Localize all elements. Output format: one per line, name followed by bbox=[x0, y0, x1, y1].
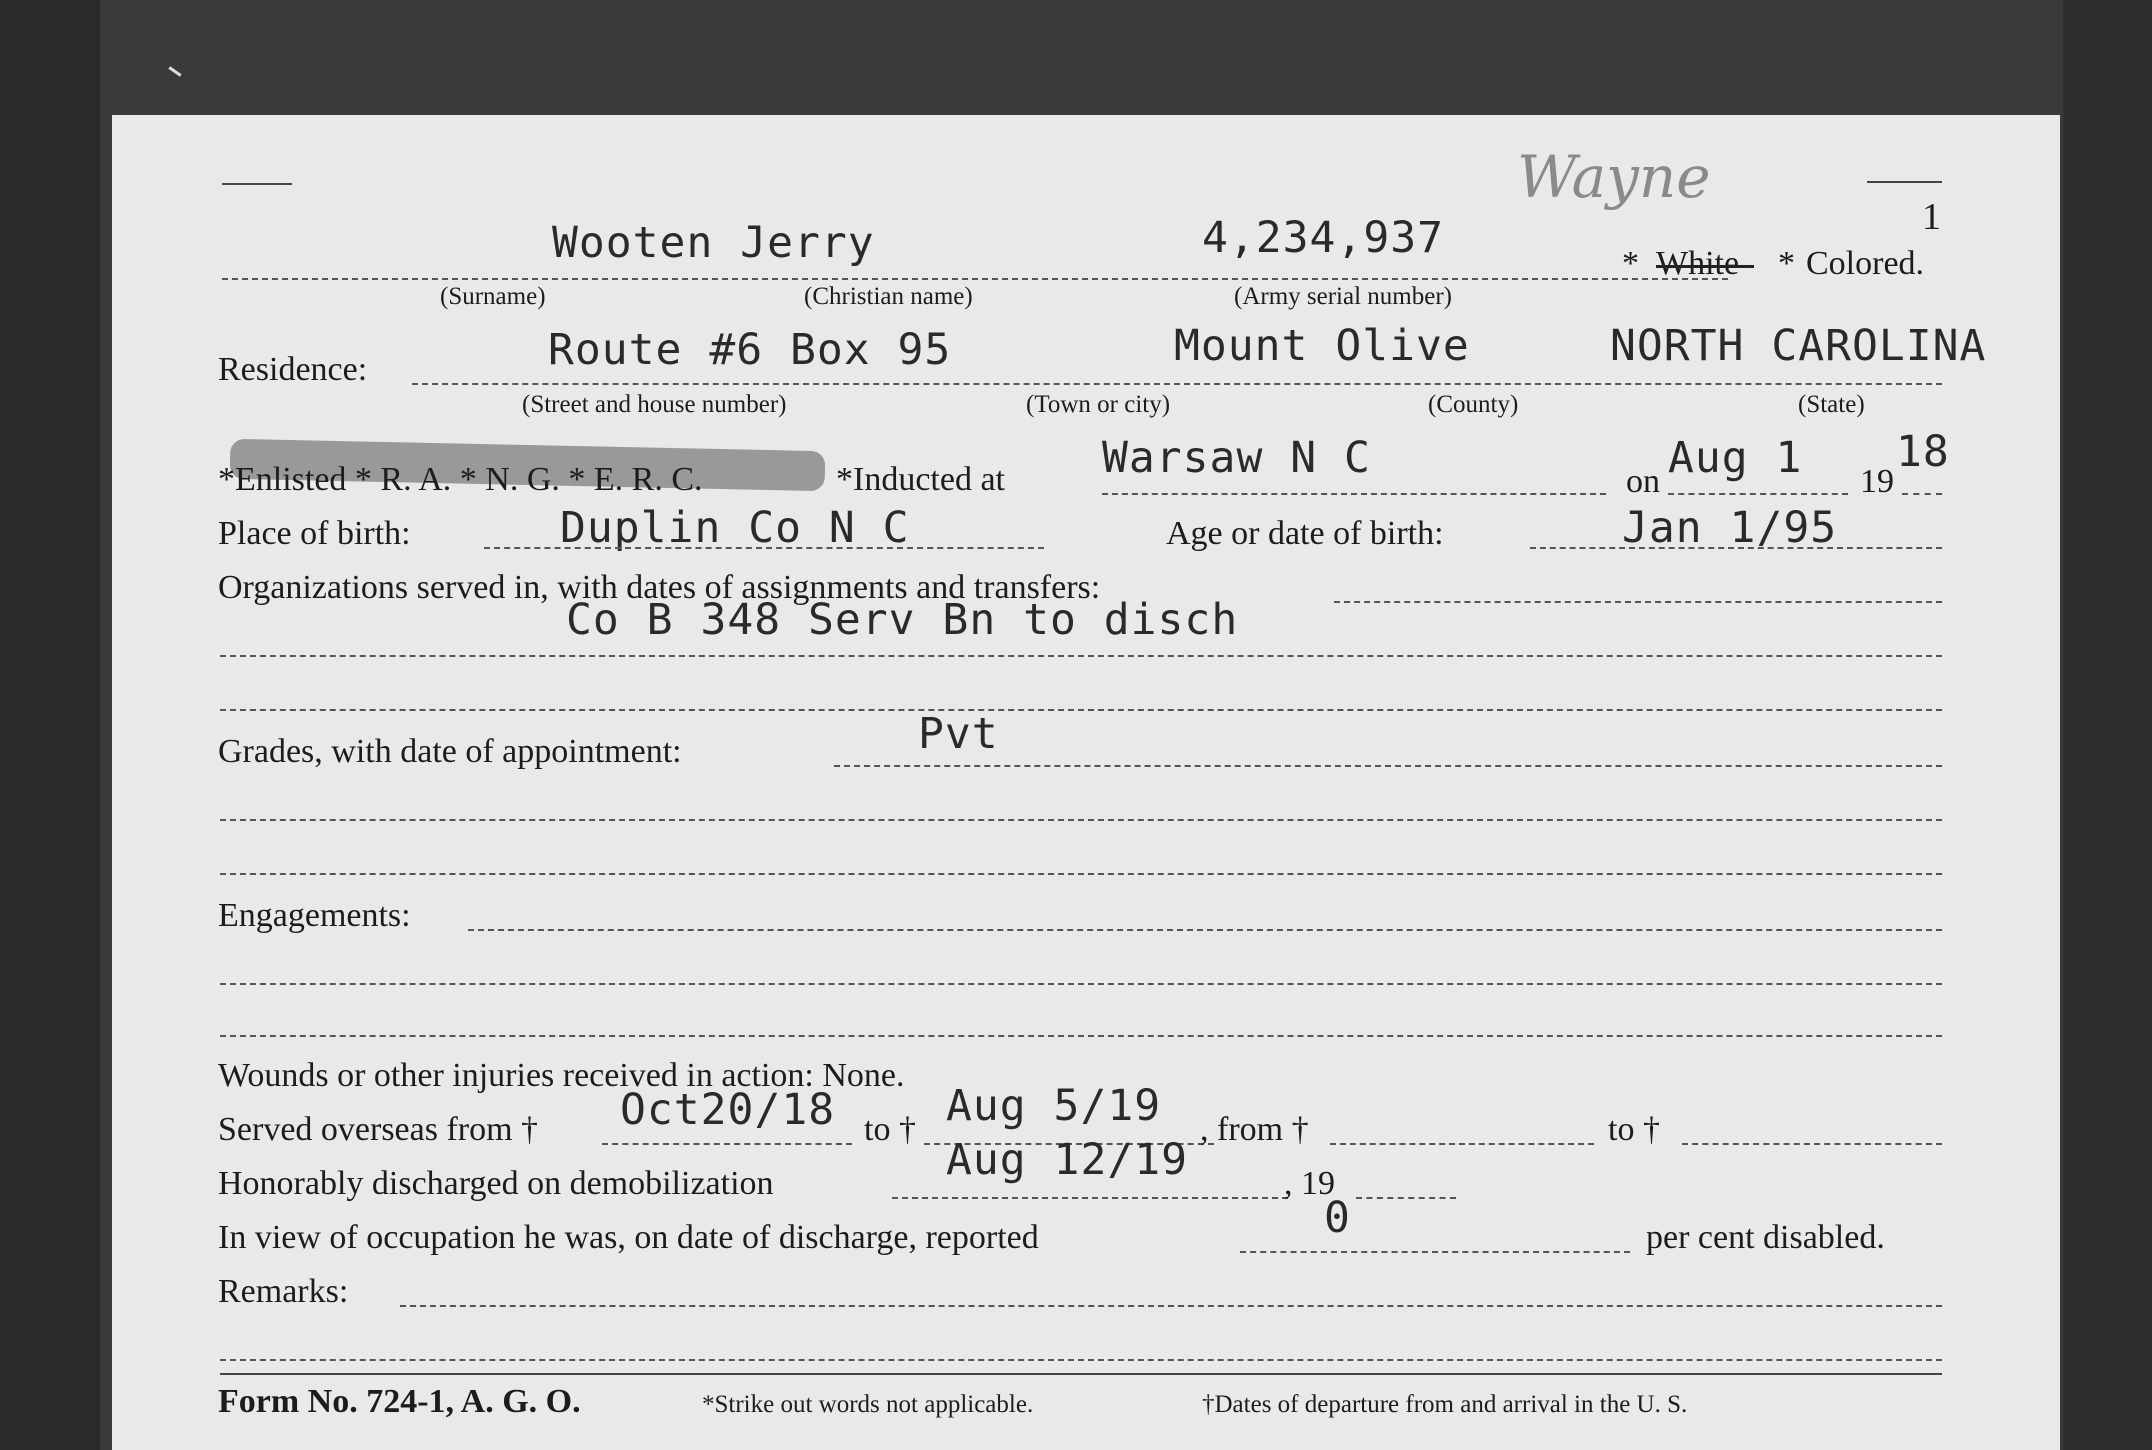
caption-serial: (Army serial number) bbox=[1234, 283, 1452, 310]
engagements-line-2 bbox=[220, 983, 1942, 985]
grades-line-3 bbox=[220, 873, 1942, 875]
race-star-1: * bbox=[1622, 245, 1639, 282]
overseas-from2-line bbox=[1330, 1143, 1594, 1145]
organizations-line-2 bbox=[220, 655, 1942, 657]
overseas-label: Served overseas from † bbox=[218, 1111, 539, 1148]
caption-state: (State) bbox=[1798, 391, 1865, 418]
inducted-place: Warsaw N C bbox=[1102, 433, 1371, 483]
grades-label: Grades, with date of appointment: bbox=[218, 733, 682, 770]
overseas-from2-label: , from † bbox=[1200, 1111, 1309, 1148]
discharge-year-line bbox=[1356, 1197, 1456, 1199]
grades-line-1 bbox=[834, 765, 1942, 767]
enlisted-options: *Enlisted * R. A. * N. G. * E. R. C. bbox=[218, 461, 703, 498]
scan-mark bbox=[168, 66, 181, 76]
inducted-line bbox=[1102, 493, 1606, 495]
race-colored: Colored. bbox=[1806, 245, 1925, 282]
remarks-line-1 bbox=[400, 1305, 1942, 1307]
form-number: Form No. 724-1, A. G. O. bbox=[218, 1383, 581, 1420]
discharge-date: Aug 12/19 bbox=[946, 1135, 1188, 1185]
discharge-line bbox=[892, 1197, 1288, 1199]
residence-label: Residence: bbox=[218, 351, 368, 388]
discharge-label: Honorably discharged on demobilization bbox=[218, 1165, 774, 1202]
overseas-to2-label: to † bbox=[1608, 1111, 1660, 1148]
county-handwriting: Wayne bbox=[1517, 143, 1711, 211]
overseas-to2-line bbox=[1682, 1143, 1942, 1145]
disability-label: In view of occupation he was, on date of discharge, reported bbox=[218, 1219, 1039, 1256]
residence-street: Route #6 Box 95 bbox=[548, 325, 952, 375]
on-label: on bbox=[1626, 463, 1660, 500]
birthdate-label: Age or date of birth: bbox=[1166, 515, 1444, 552]
overseas-from-date: Oct20/18 bbox=[620, 1085, 836, 1135]
remarks-line-2 bbox=[220, 1359, 1942, 1361]
birthdate-line bbox=[1530, 547, 1942, 549]
footer-rule bbox=[220, 1373, 1942, 1375]
grades-line-2 bbox=[220, 819, 1942, 821]
caption-christian: (Christian name) bbox=[804, 283, 973, 310]
caption-street: (Street and house number) bbox=[522, 391, 787, 418]
birthplace-value: Duplin Co N C bbox=[560, 503, 910, 553]
birthplace-line bbox=[484, 547, 1044, 549]
inducted-date: Aug 1 bbox=[1668, 433, 1803, 483]
record-card bbox=[112, 115, 2060, 1450]
inducted-label: *Inducted at bbox=[836, 461, 1005, 498]
year-prefix: 19 bbox=[1860, 463, 1894, 500]
birthplace-label: Place of birth: bbox=[218, 515, 411, 552]
serial-typed: 4,234,937 bbox=[1202, 213, 1444, 263]
footer-note-dates: †Dates of departure from and arrival in the U. S. bbox=[1202, 1391, 1688, 1418]
grades-value: Pvt bbox=[918, 709, 999, 759]
overseas-to-label: to † bbox=[864, 1111, 916, 1148]
residence-line bbox=[412, 383, 1942, 385]
footer-note-strike: *Strike out words not applicable. bbox=[702, 1391, 1034, 1418]
date-line bbox=[1668, 493, 1848, 495]
left-film-border bbox=[0, 0, 100, 1450]
overseas-to-date: Aug 5/19 bbox=[946, 1081, 1162, 1131]
wounds-text: Wounds or other injuries received in action: None. bbox=[218, 1057, 905, 1094]
top-right-rule bbox=[1867, 181, 1942, 183]
disability-suffix: per cent disabled. bbox=[1646, 1219, 1885, 1256]
engagements-label: Engagements: bbox=[218, 897, 411, 934]
organizations-label: Organizations served in, with dates of assignments and transfers: bbox=[218, 569, 1101, 606]
disability-value: 0 bbox=[1324, 1193, 1351, 1243]
caption-town: (Town or city) bbox=[1026, 391, 1171, 418]
organizations-value: Co B 348 Serv Bn to disch bbox=[566, 595, 1239, 645]
race-star-2: * bbox=[1778, 245, 1795, 282]
remarks-label: Remarks: bbox=[218, 1273, 349, 1310]
white-strikeout bbox=[1656, 265, 1754, 268]
card-number: 1 bbox=[1922, 196, 1941, 238]
disability-line bbox=[1240, 1251, 1630, 1253]
engagements-line-1 bbox=[468, 929, 1942, 931]
discharge-year-label: , 19 bbox=[1284, 1165, 1335, 1202]
birthdate-value: Jan 1/95 bbox=[1622, 503, 1838, 553]
organizations-line-1 bbox=[1334, 601, 1942, 603]
right-film-border bbox=[2063, 0, 2152, 1450]
name-line bbox=[222, 278, 1728, 280]
residence-state: NORTH CAROLINA bbox=[1610, 321, 1987, 371]
caption-county: (County) bbox=[1428, 391, 1519, 418]
year-line bbox=[1902, 493, 1942, 495]
name-typed: Wooten Jerry bbox=[552, 218, 875, 268]
race-white: White bbox=[1656, 245, 1740, 282]
engagements-line-3 bbox=[220, 1035, 1942, 1037]
overseas-from-line bbox=[602, 1143, 852, 1145]
caption-surname: (Surname) bbox=[440, 283, 546, 310]
residence-town: Mount Olive bbox=[1174, 321, 1470, 371]
top-left-rule bbox=[222, 183, 292, 185]
organizations-line-3 bbox=[220, 709, 1942, 711]
inducted-year: 18 bbox=[1896, 427, 1950, 477]
